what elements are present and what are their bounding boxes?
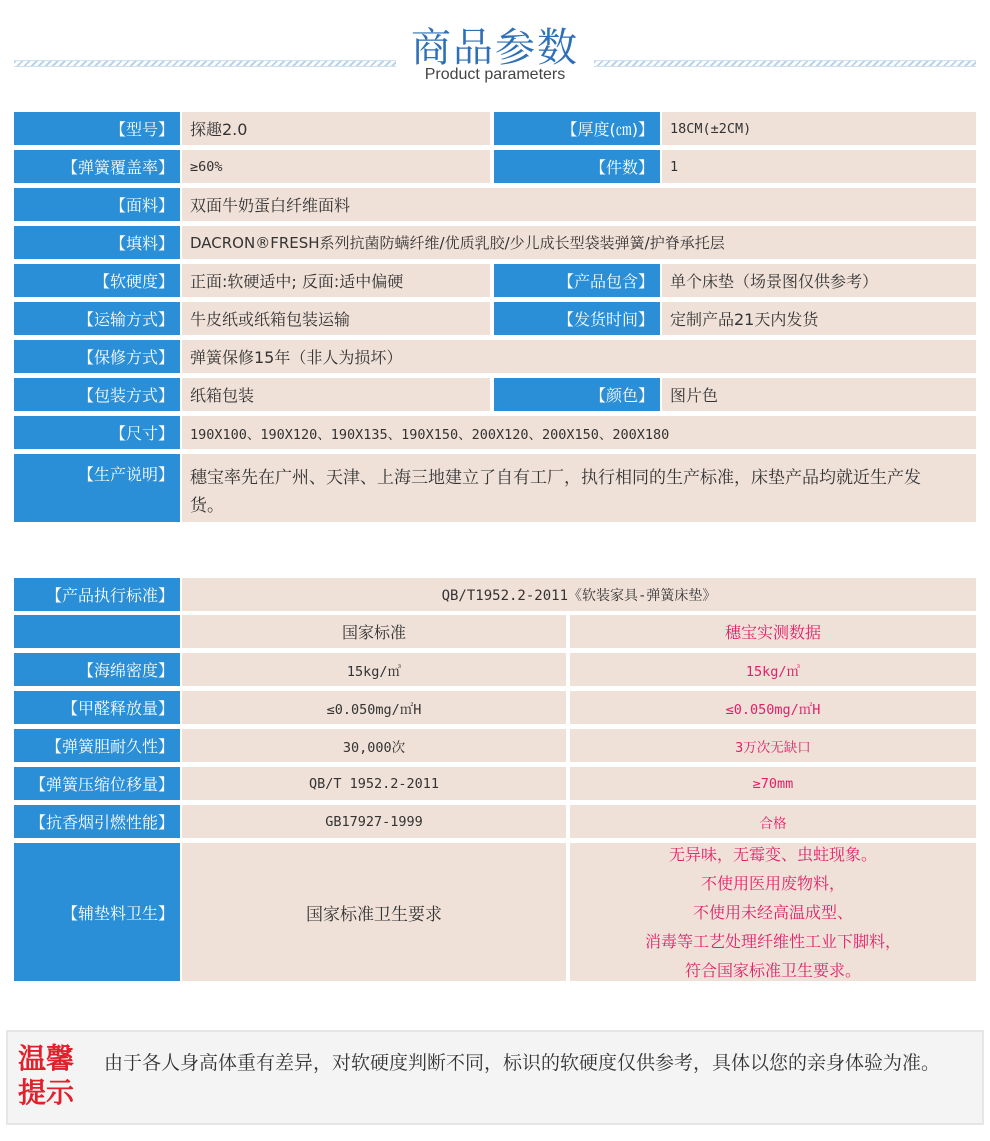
includes-value: 单个床垫（场景图仅供参考） <box>662 264 976 297</box>
pieces-value: 1 <box>662 150 976 183</box>
standard-row-national: 15kg/㎥ <box>182 653 566 686</box>
param-row-firmness <box>14 264 976 297</box>
hygiene-measured-line: 不使用未经高温成型、 <box>692 902 853 922</box>
standard-row-label: 【弹簧胆耐久性】 <box>14 729 182 762</box>
fabric-value: 双面牛奶蛋白纤维面料 <box>182 188 976 221</box>
hygiene-measured-line: 符合国家标准卫生要求。 <box>684 960 861 980</box>
size-label: 【尺寸】 <box>14 416 182 449</box>
section-subtitle: Product parameters <box>424 66 566 83</box>
param-row-fabric <box>14 188 976 221</box>
param-row-size <box>14 416 976 449</box>
hygiene-measured-line: 不使用医用废物料， <box>700 873 845 893</box>
column-measured-header: 穗宝实测数据 <box>570 615 976 648</box>
standard-row-measured: 合格 <box>570 805 976 838</box>
delivery-value: 定制产品21天内发货 <box>662 302 976 335</box>
standard-row-measured: ≤0.050mg/㎡H <box>570 691 976 724</box>
thickness-label: 【厚度(㎝)】 <box>494 112 662 145</box>
standard-row <box>14 767 976 800</box>
standard-row-exec <box>14 578 976 611</box>
standard-row-label: 【抗香烟引燃性能】 <box>14 805 182 838</box>
standard-row <box>14 653 976 686</box>
model-label: 【型号】 <box>14 112 182 145</box>
standard-row-measured: 15kg/㎥ <box>570 653 976 686</box>
notice-title <box>18 1042 82 1110</box>
column-national-header: 国家标准 <box>182 615 566 648</box>
standard-row-measured: 3万次无缺口 <box>570 729 976 762</box>
standard-row-label: 【海绵密度】 <box>14 653 182 686</box>
notice-title-line2: 提示 <box>18 1076 75 1109</box>
shipping-value: 牛皮纸或纸箱包装运输 <box>182 302 490 335</box>
standard-row-hygiene <box>14 843 976 981</box>
standard-row-national: 30,000次 <box>182 729 566 762</box>
spring-coverage-value: ≥60% <box>182 150 490 183</box>
notice-text: 由于各人身高体重有差异，对软硬度判断不同，标识的软硬度仅供参考，具体以您的亲身体验为准。 <box>104 1052 941 1074</box>
delivery-label: 【发货时间】 <box>494 302 662 335</box>
size-value: 190X100、190X120、190X135、190X150、200X120、200X150、200X180 <box>182 416 976 449</box>
param-row-spring <box>14 150 976 183</box>
warranty-value: 弹簧保修15年（非人为损坏） <box>182 340 976 373</box>
param-row-filling <box>14 226 976 259</box>
color-label: 【颜色】 <box>494 378 662 411</box>
fabric-label: 【面料】 <box>14 188 182 221</box>
standard-header-row <box>14 615 976 648</box>
production-label: 【生产说明】 <box>14 454 182 522</box>
hygiene-measured-line: 无异味，无霉变、虫蛀现象。 <box>668 844 877 864</box>
section-title: 商品参数 <box>411 25 579 71</box>
exec-standard-label: 【产品执行标准】 <box>14 578 182 611</box>
hygiene-measured <box>570 843 976 981</box>
model-value: 探趣2.0 <box>182 112 490 145</box>
thickness-value: 18CM(±2CM) <box>662 112 976 145</box>
includes-label: 【产品包含】 <box>494 264 662 297</box>
standard-row-measured: ≥70mm <box>570 767 976 800</box>
color-value: 图片色 <box>662 378 976 411</box>
filling-value: DACRON®FRESH系列抗菌防螨纤维/优质乳胶/少儿成长型袋装弹簧/护脊承托层 <box>182 226 976 259</box>
warranty-label: 【保修方式】 <box>14 340 182 373</box>
pieces-label: 【件数】 <box>494 150 662 183</box>
standard-row-national: ≤0.050mg/㎡H <box>182 691 566 724</box>
standard-row <box>14 805 976 838</box>
spring-coverage-label: 【弹簧覆盖率】 <box>14 150 182 183</box>
header-blank-label <box>14 615 182 648</box>
packing-label: 【包装方式】 <box>14 378 182 411</box>
firmness-value: 正面:软硬适中; 反面:适中偏硬 <box>182 264 490 297</box>
standard-row <box>14 691 976 724</box>
param-row-production <box>14 454 976 522</box>
standard-row-national: QB/T 1952.2-2011 <box>182 767 566 800</box>
notice-box <box>6 1030 984 1125</box>
exec-standard-value: QB/T1952.2-2011《软装家具-弹簧床垫》 <box>182 578 976 611</box>
standard-row-national: GB17927-1999 <box>182 805 566 838</box>
shipping-label: 【运输方式】 <box>14 302 182 335</box>
param-row-packing <box>14 378 976 411</box>
notice-title-line1: 温馨 <box>18 1042 75 1075</box>
standard-row-label: 【弹簧压缩位移量】 <box>14 767 182 800</box>
param-row-model <box>14 112 976 145</box>
firmness-label: 【软硬度】 <box>14 264 182 297</box>
hygiene-label: 【辅垫料卫生】 <box>14 843 182 981</box>
param-row-warranty <box>14 340 976 373</box>
packing-value: 纸箱包装 <box>182 378 490 411</box>
standard-row-label: 【甲醛释放量】 <box>14 691 182 724</box>
standard-row <box>14 729 976 762</box>
hygiene-national: 国家标准卫生要求 <box>182 843 566 981</box>
hygiene-measured-line: 消毒等工艺处理纤维性工业下脚料， <box>644 931 901 951</box>
production-value: 穗宝率先在广州、天津、上海三地建立了自有工厂，执行相同的生产标准，床垫产品均就近生产发货。 <box>182 454 976 522</box>
param-row-shipping <box>14 302 976 335</box>
filling-label: 【填料】 <box>14 226 182 259</box>
section-header <box>0 0 990 95</box>
